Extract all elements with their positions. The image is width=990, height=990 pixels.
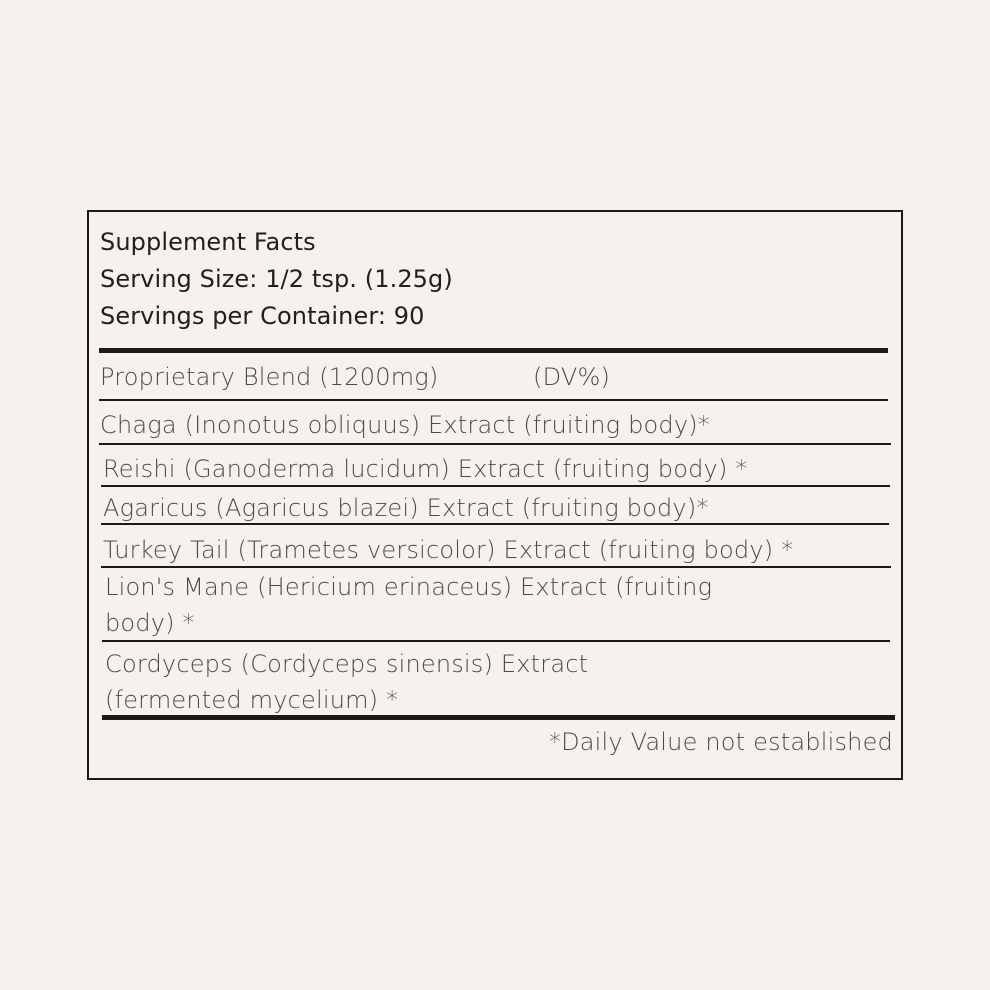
row-divider [101,523,889,525]
row-divider [99,399,888,401]
blend-name: Proprietary Blend (1200mg) [100,363,439,391]
footnote: *Daily Value not established [548,728,893,756]
ingredient-chaga: Chaga (Inonotus obliquus) Extract (fruiting body)* [100,411,710,439]
ingredient-lions-mane-line1: Lion's Mane (Hericium erinaceus) Extract (fruiting [105,573,713,601]
ingredient-turkey-tail: Turkey Tail (Trametes versicolor) Extract (fruiting body) * [103,536,794,564]
serving-size: Serving Size: 1/2 tsp. (1.25g) [100,265,453,293]
footer-divider-thick [102,715,895,720]
ingredient-cordyceps-line2: (fermented mycelium) * [105,686,399,714]
ingredient-reishi: Reishi (Ganoderma lucidum) Extract (fruiting body) * [103,455,748,483]
ingredient-lions-mane-line2: body) * [105,609,195,637]
row-divider [101,566,891,568]
ingredient-agaricus: Agaricus (Agaricus blazei) Extract (fruiting body)* [103,494,709,522]
row-divider [102,640,890,642]
row-divider [101,485,890,487]
row-divider [99,443,891,445]
label-title: Supplement Facts [100,228,316,256]
dv-header: (DV%) [533,363,611,391]
servings-per-container: Servings per Container: 90 [100,302,425,330]
header-divider-thick [99,348,888,353]
ingredient-cordyceps-line1: Cordyceps (Cordyceps sinensis) Extract [105,650,589,678]
